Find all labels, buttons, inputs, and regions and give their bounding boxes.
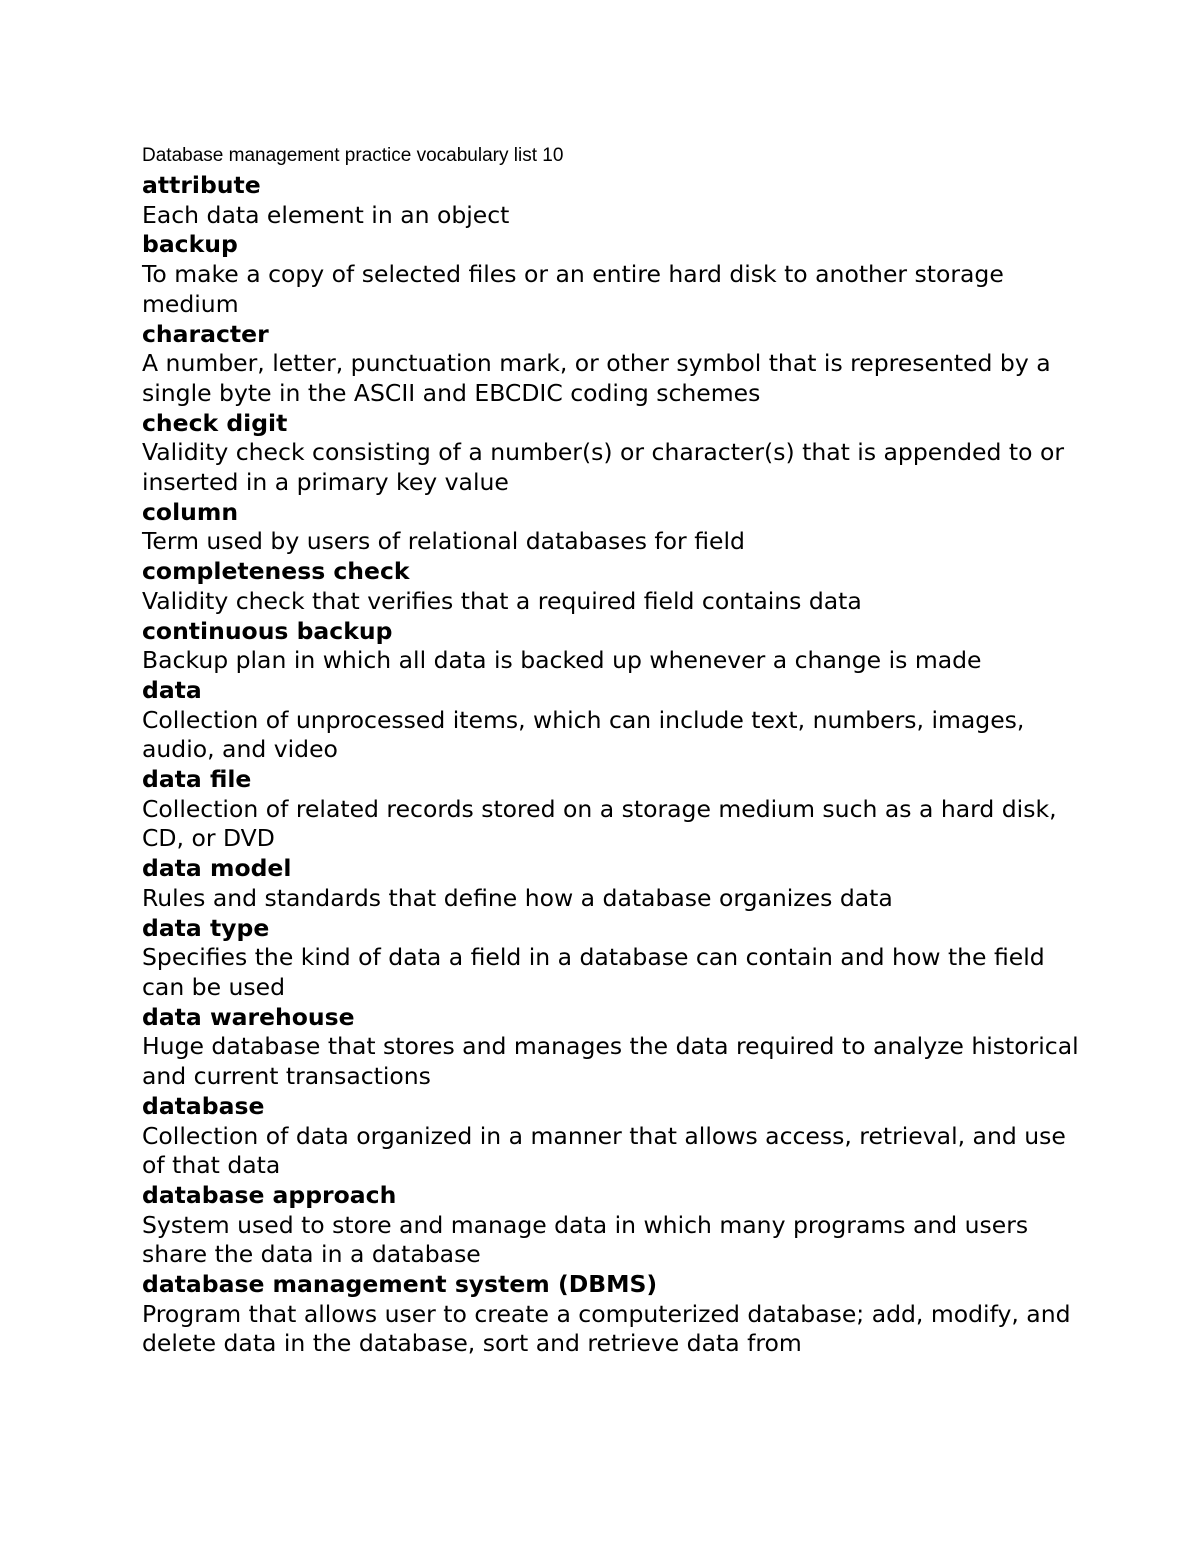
vocabulary-term: completeness check (142, 557, 410, 586)
vocabulary-term: data type (142, 913, 270, 942)
vocabulary-entry (142, 1181, 1082, 1270)
vocabulary-entry (142, 1270, 1082, 1359)
vocabulary-definition: Backup plan in which all data is backed up whenever a change is made (142, 646, 982, 675)
vocabulary-entry (142, 914, 1082, 1003)
vocabulary-term: data file (142, 765, 252, 794)
vocabulary-term: database management system (DBMS) (142, 1270, 658, 1299)
vocabulary-definition: Validity check consisting of a number(s) or character(s) that is appended to or inserted in a primary key value (142, 438, 1064, 497)
vocabulary-term: data model (142, 854, 292, 883)
vocabulary-term: database approach (142, 1180, 397, 1209)
vocabulary-definition: Collection of data organized in a manner that allows access, retrieval, and use of that data (142, 1121, 1066, 1180)
vocabulary-entry (142, 230, 1082, 319)
vocabulary-entry (142, 676, 1082, 765)
vocabulary-definition: Huge database that stores and manages the data required to analyze historical and current transactions (142, 1032, 1079, 1091)
vocabulary-entry (142, 765, 1082, 854)
vocabulary-entry (142, 1092, 1082, 1181)
vocabulary-entry (142, 854, 1082, 913)
vocabulary-definition: A number, letter, punctuation mark, or other symbol that is represented by a single byte in the ASCII and EBCDIC coding schemes (142, 349, 1051, 407)
vocabulary-definition: Term used by users of relational databases for field (142, 527, 745, 556)
vocabulary-term: backup (142, 230, 238, 259)
vocabulary-entry (142, 171, 1082, 230)
vocabulary-definition: Specifies the kind of data a field in a database can contain and how the field can be used (142, 943, 1045, 1001)
vocabulary-term: character (142, 319, 269, 348)
vocabulary-entry (142, 320, 1082, 409)
vocabulary-term: continuous backup (142, 616, 393, 645)
vocabulary-entry (142, 557, 1082, 616)
document-title: Database management practice vocabulary list 10 (142, 145, 564, 166)
vocabulary-term: attribute (142, 171, 261, 199)
vocabulary-entry (142, 617, 1082, 676)
vocabulary-definition: Validity check that verifies that a required field contains data (142, 586, 862, 615)
vocabulary-definition: System used to store and manage data in which many programs and users share the data in a database (142, 1210, 1029, 1269)
vocabulary-entry (142, 409, 1082, 498)
vocabulary-term: data warehouse (142, 1002, 355, 1031)
vocabulary-term: database (142, 1091, 265, 1120)
vocabulary-entry (142, 498, 1082, 557)
vocabulary-term: check digit (142, 408, 288, 437)
vocabulary-definition: Collection of related records stored on a storage medium such as a hard disk, CD, or DVD (142, 794, 1057, 853)
vocabulary-term: data (142, 675, 202, 704)
vocabulary-definition: Rules and standards that define how a database organizes data (142, 883, 893, 912)
vocabulary-entry (142, 1003, 1082, 1092)
vocabulary-term: column (142, 497, 239, 526)
vocabulary-definition: Each data element in an object (142, 200, 510, 229)
vocabulary-definition: Collection of unprocessed items, which can include text, numbers, images, audio, and video (142, 705, 1025, 764)
document-content (142, 142, 1082, 1359)
vocabulary-definition: Program that allows user to create a computerized database; add, modify, and delete data in the database, sort and retrieve data from (142, 1299, 1071, 1358)
vocabulary-definition: To make a copy of selected files or an entire hard disk to another storage medium (142, 260, 1004, 318)
vocabulary-list (142, 171, 1082, 1359)
